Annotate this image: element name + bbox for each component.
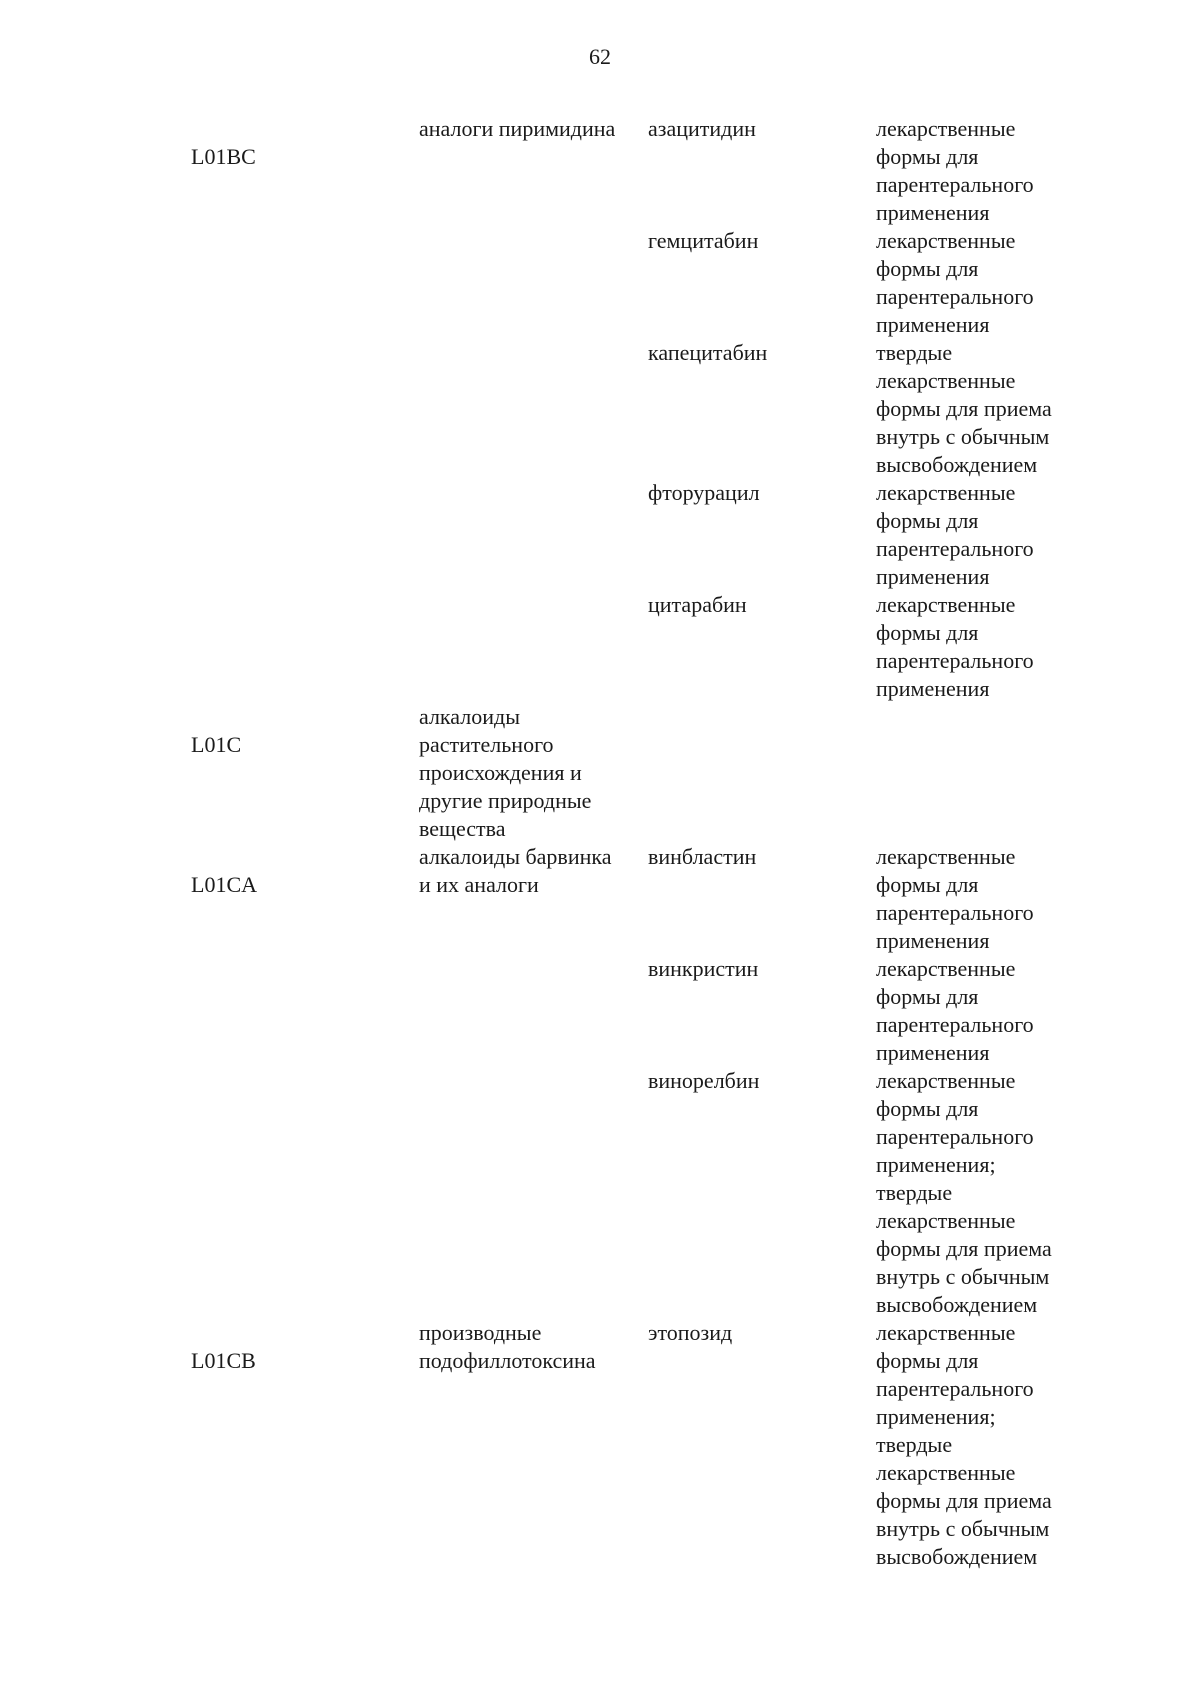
drug-name: этопозид	[648, 1320, 733, 1345]
group-name: алкалоиды растительного происхождения и другие природные вещества	[419, 704, 592, 841]
group-name: аналоги пиримидина	[419, 116, 616, 141]
dosage-form: лекарственные формы для парентерального применения	[876, 592, 1034, 701]
dosage-form: лекарственные формы для парентерального применения	[876, 116, 1034, 225]
dosage-form: лекарственные формы для парентерального применения	[876, 956, 1034, 1065]
atc-code: L01CA	[191, 872, 257, 897]
dosage-form: лекарственные формы для парентерального применения; твердые лекарственные формы для приема внутрь с обычным высвобождением	[876, 1068, 1052, 1317]
page-number: 62	[589, 44, 611, 69]
drug-name: азацитидин	[648, 116, 756, 141]
dosage-form: лекарственные формы для парентерального применения	[876, 844, 1034, 953]
atc-code: L01BC	[191, 144, 256, 169]
dosage-form: лекарственные формы для парентерального применения	[876, 480, 1034, 589]
group-name: алкалоиды барвинка и их аналоги	[419, 844, 612, 897]
group-name: производные подофиллотоксина	[419, 1320, 596, 1373]
drug-name: винкристин	[648, 956, 759, 981]
drug-name: цитарабин	[648, 592, 747, 617]
drug-name: капецитабин	[648, 340, 768, 365]
dosage-form: лекарственные формы для парентерального применения; твердые лекарственные формы для приема внутрь с обычным высвобождением	[876, 1320, 1052, 1569]
dosage-form: твердые лекарственные формы для приема внутрь с обычным высвобождением	[876, 340, 1052, 477]
drug-name: винбластин	[648, 844, 757, 869]
drug-name: фторурацил	[648, 480, 760, 505]
drug-name: гемцитабин	[648, 228, 759, 253]
drug-name: винорелбин	[648, 1068, 760, 1093]
atc-code: L01CB	[191, 1348, 256, 1373]
dosage-form: лекарственные формы для парентерального применения	[876, 228, 1034, 337]
atc-code: L01C	[191, 732, 242, 757]
